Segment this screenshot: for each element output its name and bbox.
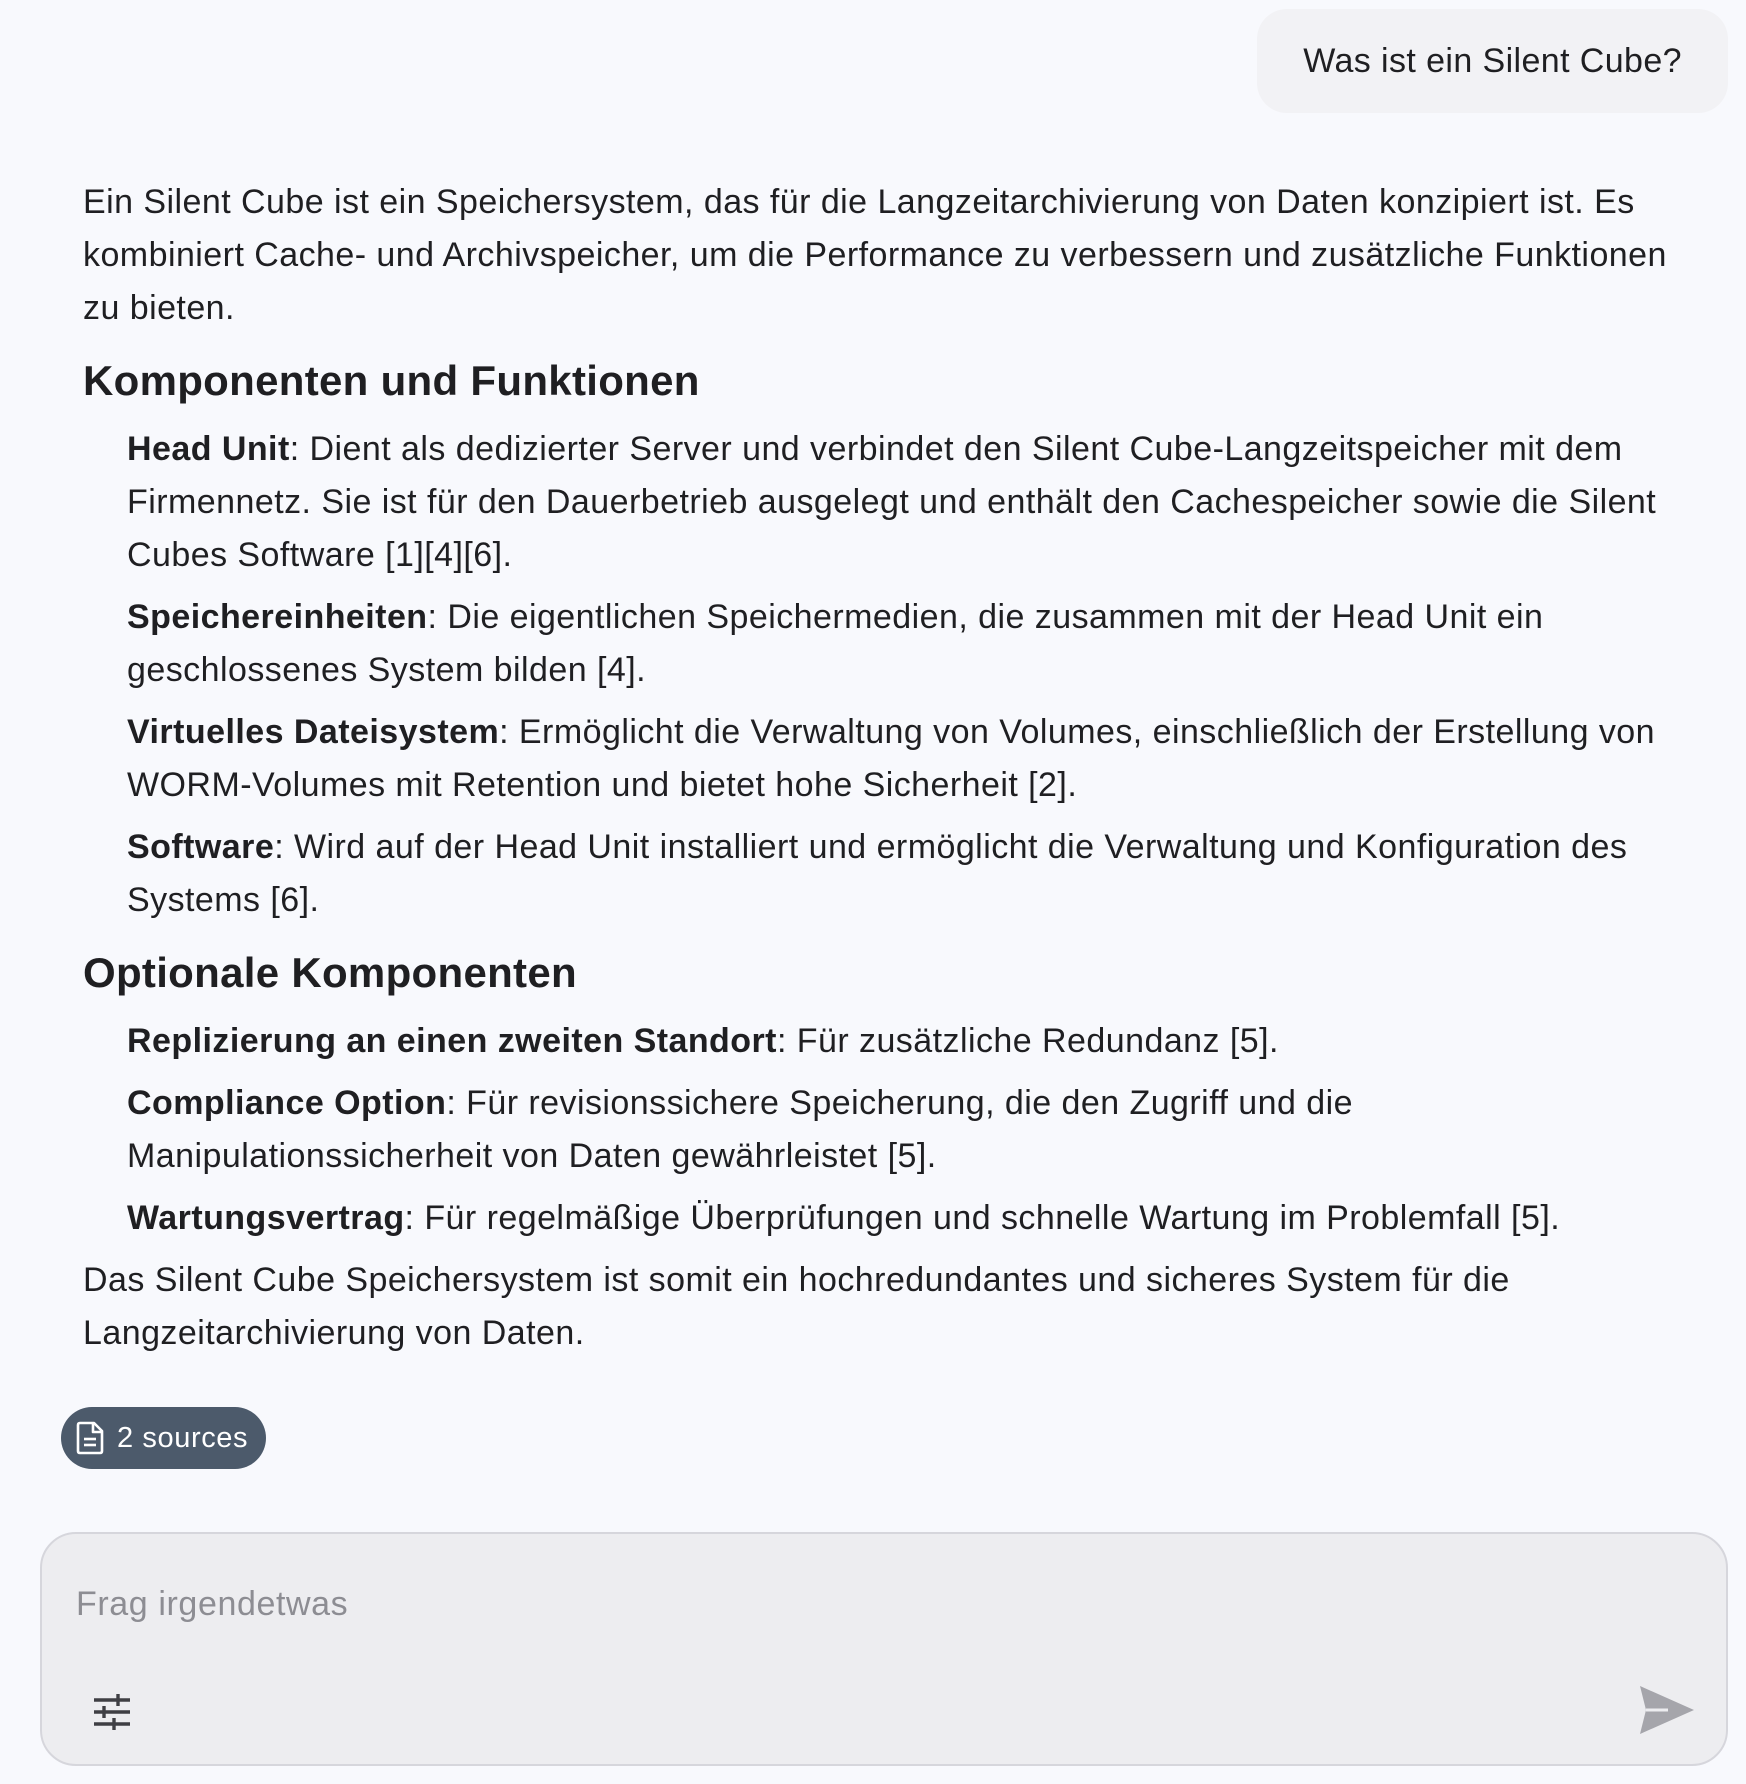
tools-button[interactable] [90, 1692, 134, 1732]
list-item-text: : Wird auf der Head Unit installiert und ermöglicht die Verwaltung und Konfiguration des Systems [6]. [127, 828, 1628, 919]
list-item-text: : Für regelmäßige Überprüfungen und schnelle Wartung im Problemfall [5]. [404, 1199, 1561, 1237]
list-item-text: : Für revisionssichere Speicherung, die den Zugriff und die Manipulationssicherheit von Daten gewährleistet [5]. [127, 1084, 1353, 1175]
user-message-text: Was ist ein Silent Cube? [1303, 41, 1682, 80]
user-message-bubble [1257, 9, 1728, 113]
list-item [127, 1192, 1703, 1245]
send-icon [1638, 1723, 1696, 1740]
list-item [127, 1077, 1703, 1183]
answer-closing: Das Silent Cube Speichersystem ist somit ein hochredundantes und sicheres System für die Langzeitarchivierung von Daten. [83, 1261, 1510, 1352]
answer-intro: Ein Silent Cube ist ein Speichersystem, das für die Langzeitarchivierung von Daten konzipiert ist. Es kombiniert Cache- und Archivspeicher, um die Performance zu verbessern und zusätzliche Funktionen zu bieten. [83, 183, 1667, 327]
assistant-answer [83, 176, 1703, 1360]
document-icon [75, 1421, 105, 1455]
list-item [127, 821, 1703, 927]
section-heading-components: Komponenten und Funktionen [83, 357, 700, 404]
components-list [83, 423, 1703, 927]
message-composer [40, 1532, 1728, 1766]
list-item-text: : Dient als dedizierter Server und verbindet den Silent Cube-Langzeitspeicher mit dem Firmennetz. Sie ist für den Dauerbetrieb ausgelegt und enthält den Cachespeicher sowie die Silent Cubes Software [1][4][6]. [127, 430, 1657, 574]
list-item [127, 423, 1703, 582]
list-item-term: Virtuelles Dateisystem [127, 713, 500, 751]
sources-button[interactable] [61, 1407, 266, 1469]
list-item-text: : Ermöglicht die Verwaltung von Volumes, einschließlich der Erstellung von WORM-Volumes mit Retention und bietet hohe Sicherheit [2]. [127, 713, 1656, 804]
list-item-term: Wartungsvertrag [127, 1199, 405, 1237]
list-item [127, 591, 1703, 697]
send-button[interactable] [1638, 1684, 1696, 1736]
message-input[interactable] [76, 1574, 1576, 1634]
list-item-term: Software [127, 828, 275, 866]
list-item [127, 1015, 1703, 1068]
section-heading-optional: Optionale Komponenten [83, 949, 577, 996]
tune-icon [90, 1719, 134, 1736]
list-item-text: : Für zusätzliche Redundanz [5]. [776, 1022, 1279, 1060]
list-item-term: Speichereinheiten [127, 598, 428, 636]
list-item [127, 706, 1703, 812]
list-item-text: : Die eigentlichen Speichermedien, die zusammen mit der Head Unit ein geschlossenes System bilden [4]. [127, 598, 1544, 689]
sources-label: 2 sources [117, 1421, 249, 1454]
optional-components-list [83, 1015, 1703, 1245]
list-item-term: Replizierung an einen zweiten Standort [127, 1022, 777, 1060]
list-item-term: Compliance Option [127, 1084, 447, 1122]
list-item-term: Head Unit [127, 430, 290, 468]
